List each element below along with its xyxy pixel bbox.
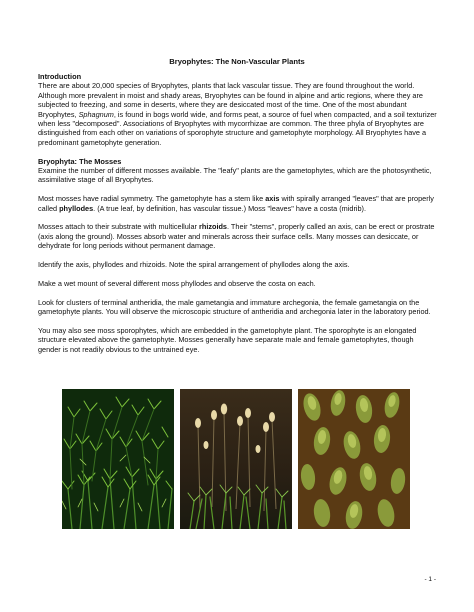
mosses-paragraph-6: Look for clusters of terminal antheridia, the male gametangia and immature archegonia, the female gametangia on the gametophyte plants. You will observe the microscopic structure of antheridia and archegonia later in the laboratory period. (38, 297, 431, 317)
mosses-paragraph-4: Identify the axis, phyllodes and rhizoids. Note the spiral arrangement of phyllodes along the axis. (38, 260, 350, 270)
intro-paragraph (38, 81, 438, 147)
sphagnum-italic: Sphagnum (78, 109, 114, 119)
intro-text-2: , is found in bogs world wide, and forms peat, a source of fuel when compacted, and a soil texturizer when less "decomposed". Associations of Bryophytes with mycorrhizae are common. The three phyla of Bryophytes are distinguished from each other on variations of sporophyte structure and gametophyte morphology. All Bryophytes have a predominant gametophyte generation. (38, 109, 437, 147)
moss-photo-sporophytes (180, 389, 292, 529)
section-heading-mosses: Bryophyta: The Mosses (38, 156, 122, 166)
p2-text-a: Most mosses have radial symmetry. The gametophyte has a stem like (38, 194, 266, 204)
p3-text-a: Mosses attach to their substrate with multicellular (38, 222, 200, 232)
moss-photo-closeup (298, 389, 410, 529)
p3-text-c: . Their "stems", properly called an axis, can be erect or prostrate (axis along the ground). Mosses absorb water and minerals across their surface cells. Many mosses can desiccate, or dehydrate for long periods without permanent damage. (38, 222, 435, 251)
mosses-paragraph-2 (38, 194, 438, 213)
term-rhizoids: rhizoids (199, 222, 227, 232)
section-heading-introduction: Introduction (38, 72, 82, 81)
term-axis: axis (265, 194, 280, 204)
mosses-paragraph-7: You may also see moss sporophytes, which are embedded in the gametophyte plant. The sporophyte is an elongated structure elevated above the gametophyte. Mosses generally have separate male and female gametophytes, though gender is not readily obvious to the untrained eye. (38, 325, 417, 354)
p2-text-d: . (A true leaf, by definition, has vascular tissue.) Moss "leaves" have a costa (midrib). (93, 203, 367, 213)
mosses-paragraph-1: Examine the number of different mosses available. The "leafy" plants are the gametophytes, which are the photosynthetic, assimilative stage of all Bryophytes. (38, 166, 432, 185)
p2-text-c: with spirally arranged "leaves" that are properly called (38, 194, 434, 213)
intro-text-1: There are about 20,000 species of Bryophytes, plants that lack vascular tissue. They are found throughout the world. Although more prevalent in moist and shady areas, Bryophytes can be found in alpine and artic regions, where they are subjected to freezing, and some in deserts, where they are desiccated most of the time. One of the most abundant Bryophytes, (38, 81, 423, 119)
page-number: - 1 - (424, 576, 436, 583)
moss-photo-green-cushion (62, 389, 174, 529)
term-phyllodes: phyllodes (59, 203, 94, 213)
document-body (38, 72, 438, 363)
mosses-paragraph-3 (38, 222, 438, 250)
mosses-paragraph-5: Make a wet mount of several different moss phyllodes and observe the costa on each. (38, 278, 316, 288)
moss-photo-row (62, 389, 410, 529)
page-title: Bryophytes: The Non-Vascular Plants (169, 57, 305, 66)
